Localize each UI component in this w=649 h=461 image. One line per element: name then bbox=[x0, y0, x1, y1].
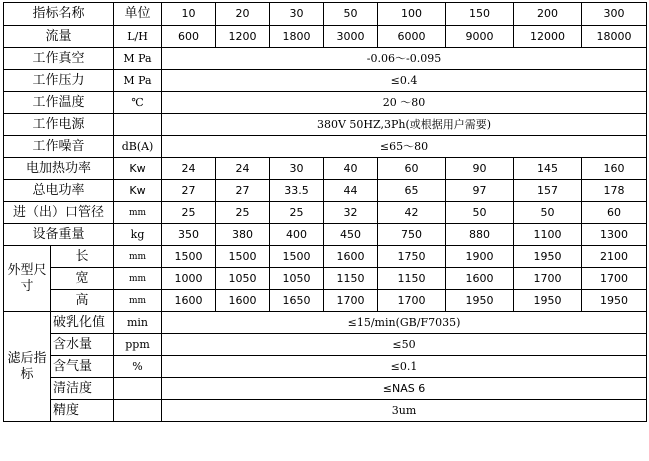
table-cell: 50 bbox=[514, 202, 582, 224]
row-label: 长 bbox=[51, 246, 114, 268]
merged-value: ≤65～80 bbox=[162, 136, 647, 158]
spec-table bbox=[3, 2, 647, 422]
row-unit: mm bbox=[114, 290, 162, 312]
table-cell: 1000 bbox=[162, 268, 216, 290]
merged-value: 380V 50HZ,3Ph(或根据用户需要) bbox=[162, 114, 647, 136]
table-cell: 1500 bbox=[162, 246, 216, 268]
table-cell: 1650 bbox=[270, 290, 324, 312]
row-unit: min bbox=[114, 312, 162, 334]
merged-value: ≤15/min(GB/F7035) bbox=[162, 312, 647, 334]
merged-value: 20 ～80 bbox=[162, 92, 647, 114]
table-cell: 100 bbox=[378, 3, 446, 26]
table-cell: 1950 bbox=[446, 290, 514, 312]
row-unit bbox=[114, 400, 162, 422]
table-cell: 350 bbox=[162, 224, 216, 246]
table-cell: 1150 bbox=[378, 268, 446, 290]
table-cell: 27 bbox=[216, 180, 270, 202]
table-cell: 6000 bbox=[378, 26, 446, 48]
row-unit bbox=[114, 378, 162, 400]
table-row bbox=[4, 400, 647, 422]
table-cell: 1700 bbox=[514, 268, 582, 290]
merged-value: ≤0.1 bbox=[162, 356, 647, 378]
table-cell: 60 bbox=[378, 158, 446, 180]
row-label: 工作噪音 bbox=[4, 136, 114, 158]
table-row bbox=[4, 70, 647, 92]
table-cell: 2100 bbox=[582, 246, 647, 268]
row-label: 工作压力 bbox=[4, 70, 114, 92]
table-cell: 600 bbox=[162, 26, 216, 48]
table-cell: 1500 bbox=[270, 246, 324, 268]
table-row bbox=[4, 378, 647, 400]
table-cell: 1600 bbox=[324, 246, 378, 268]
row-label: 清洁度 bbox=[51, 378, 114, 400]
row-label: 含水量 bbox=[51, 334, 114, 356]
table-row bbox=[4, 26, 647, 48]
table-cell: 50 bbox=[446, 202, 514, 224]
table-row bbox=[4, 246, 647, 268]
row-unit: kg bbox=[114, 224, 162, 246]
table-cell: 18000 bbox=[582, 26, 647, 48]
table-cell: 1950 bbox=[514, 290, 582, 312]
table-cell: 1900 bbox=[446, 246, 514, 268]
table-cell: 400 bbox=[270, 224, 324, 246]
table-cell: 1100 bbox=[514, 224, 582, 246]
table-row bbox=[4, 312, 647, 334]
row-unit bbox=[114, 114, 162, 136]
table-row bbox=[4, 356, 647, 378]
table-cell: 20 bbox=[216, 3, 270, 26]
row-label: 工作真空 bbox=[4, 48, 114, 70]
table-cell: 750 bbox=[378, 224, 446, 246]
row-label: 工作温度 bbox=[4, 92, 114, 114]
row-unit: mm bbox=[114, 202, 162, 224]
table-row bbox=[4, 224, 647, 246]
row-unit: dB(A) bbox=[114, 136, 162, 158]
table-cell: 160 bbox=[582, 158, 647, 180]
table-cell: 1750 bbox=[378, 246, 446, 268]
table-cell: 300 bbox=[582, 3, 647, 26]
header-row bbox=[4, 3, 647, 26]
table-row bbox=[4, 268, 647, 290]
table-cell: 30 bbox=[270, 3, 324, 26]
table-cell: 1600 bbox=[446, 268, 514, 290]
table-cell: 10 bbox=[162, 3, 216, 26]
row-label: 高 bbox=[51, 290, 114, 312]
table-cell: 50 bbox=[324, 3, 378, 26]
row-unit: mm bbox=[114, 246, 162, 268]
table-cell: 1700 bbox=[324, 290, 378, 312]
table-row bbox=[4, 180, 647, 202]
table-cell: 178 bbox=[582, 180, 647, 202]
table-row bbox=[4, 334, 647, 356]
table-cell: 450 bbox=[324, 224, 378, 246]
table-cell: 25 bbox=[270, 202, 324, 224]
table-cell: 12000 bbox=[514, 26, 582, 48]
row-unit: L/H bbox=[114, 26, 162, 48]
merged-value: -0.06～-0.095 bbox=[162, 48, 647, 70]
row-unit: M Pa bbox=[114, 48, 162, 70]
table-cell: 32 bbox=[324, 202, 378, 224]
table-cell: 65 bbox=[378, 180, 446, 202]
row-label: 工作电源 bbox=[4, 114, 114, 136]
row-label: 进（出）口管径 bbox=[4, 202, 114, 224]
merged-value: 3um bbox=[162, 400, 647, 422]
merged-value: ≤NAS 6 bbox=[162, 378, 647, 400]
table-cell: 60 bbox=[582, 202, 647, 224]
table-cell: 25 bbox=[162, 202, 216, 224]
table-cell: 1950 bbox=[582, 290, 647, 312]
table-row bbox=[4, 158, 647, 180]
merged-value: ≤0.4 bbox=[162, 70, 647, 92]
table-cell: 1800 bbox=[270, 26, 324, 48]
header-label: 指标名称 bbox=[4, 3, 114, 26]
table-cell: 380 bbox=[216, 224, 270, 246]
row-label: 精度 bbox=[51, 400, 114, 422]
table-cell: 1150 bbox=[324, 268, 378, 290]
row-unit: M Pa bbox=[114, 70, 162, 92]
table-row bbox=[4, 202, 647, 224]
table-cell: 1050 bbox=[270, 268, 324, 290]
row-unit: Kw bbox=[114, 158, 162, 180]
table-cell: 1500 bbox=[216, 246, 270, 268]
row-label: 电加热功率 bbox=[4, 158, 114, 180]
table-cell: 3000 bbox=[324, 26, 378, 48]
table-cell: 1050 bbox=[216, 268, 270, 290]
table-cell: 200 bbox=[514, 3, 582, 26]
row-label: 宽 bbox=[51, 268, 114, 290]
table-row bbox=[4, 114, 647, 136]
table-cell: 33.5 bbox=[270, 180, 324, 202]
table-row bbox=[4, 136, 647, 158]
table-cell: 1950 bbox=[514, 246, 582, 268]
row-label: 含气量 bbox=[51, 356, 114, 378]
table-cell: 40 bbox=[324, 158, 378, 180]
table-cell: 44 bbox=[324, 180, 378, 202]
table-cell: 9000 bbox=[446, 26, 514, 48]
row-unit: ppm bbox=[114, 334, 162, 356]
table-cell: 30 bbox=[270, 158, 324, 180]
table-cell: 880 bbox=[446, 224, 514, 246]
row-label: 总电功率 bbox=[4, 180, 114, 202]
table-cell: 24 bbox=[216, 158, 270, 180]
table-cell: 97 bbox=[446, 180, 514, 202]
group-label-dimensions: 外型尺寸 bbox=[4, 246, 51, 312]
row-label: 流量 bbox=[4, 26, 114, 48]
row-label: 破乳化值 bbox=[51, 312, 114, 334]
table-cell: 157 bbox=[514, 180, 582, 202]
group-label-filtered: 滤后指标 bbox=[4, 312, 51, 422]
table-row bbox=[4, 92, 647, 114]
row-unit: % bbox=[114, 356, 162, 378]
table-row bbox=[4, 290, 647, 312]
row-unit: mm bbox=[114, 268, 162, 290]
table-cell: 42 bbox=[378, 202, 446, 224]
table-row bbox=[4, 48, 647, 70]
table-cell: 27 bbox=[162, 180, 216, 202]
row-unit: Kw bbox=[114, 180, 162, 202]
table-cell: 25 bbox=[216, 202, 270, 224]
table-cell: 90 bbox=[446, 158, 514, 180]
table-cell: 1300 bbox=[582, 224, 647, 246]
merged-value: ≤50 bbox=[162, 334, 647, 356]
table-cell: 145 bbox=[514, 158, 582, 180]
table-cell: 1600 bbox=[216, 290, 270, 312]
table-cell: 1200 bbox=[216, 26, 270, 48]
table-cell: 24 bbox=[162, 158, 216, 180]
row-label: 设备重量 bbox=[4, 224, 114, 246]
row-unit: ℃ bbox=[114, 92, 162, 114]
table-cell: 1700 bbox=[582, 268, 647, 290]
table-cell: 1600 bbox=[162, 290, 216, 312]
table-cell: 1700 bbox=[378, 290, 446, 312]
table-cell: 150 bbox=[446, 3, 514, 26]
header-unit: 单位 bbox=[114, 3, 162, 26]
